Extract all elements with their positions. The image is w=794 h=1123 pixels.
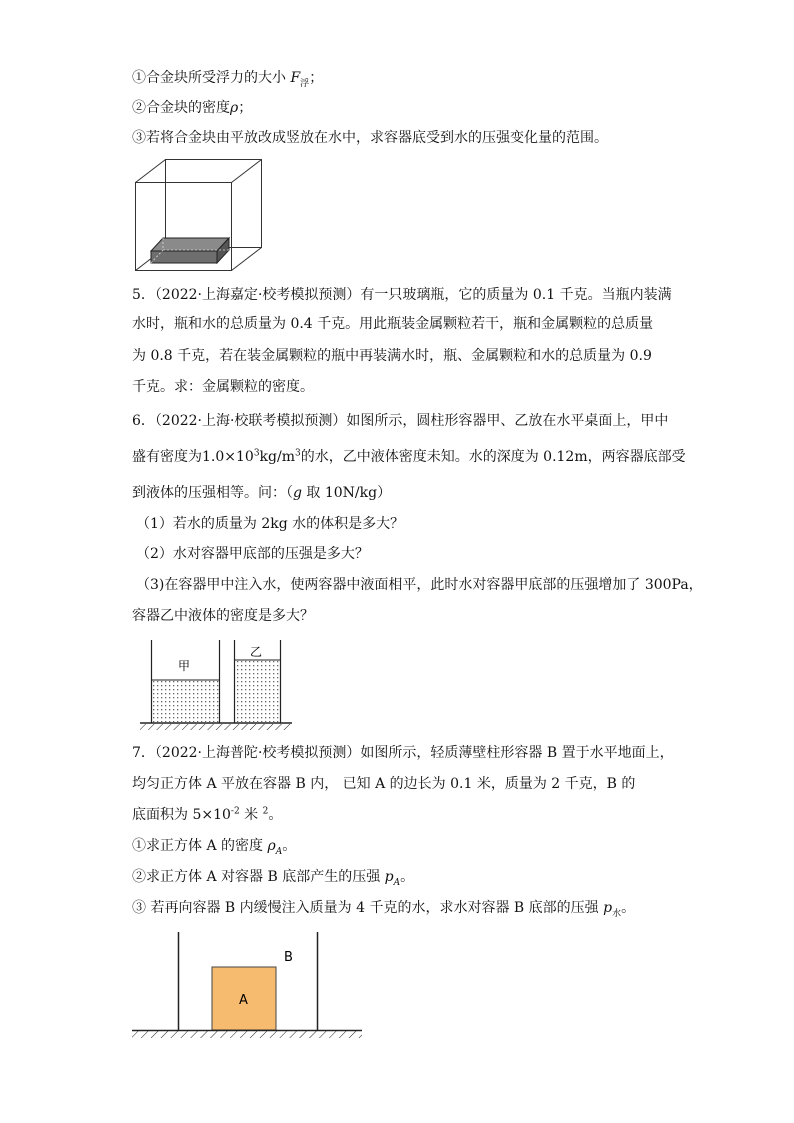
q6-figure-containers [140, 636, 300, 732]
q6-sub2: （2）水对容器甲底部的压强是多大？ [136, 546, 369, 562]
q7-figure-container [130, 930, 366, 1044]
q7-sub2: ②求正方体 A 对容器 B 底部产生的压强 $p_A$。 [132, 869, 415, 888]
label-a: A [239, 993, 248, 1008]
q6-line3: 到液体的压强相等。问：（g 取 10N/kg） [132, 485, 392, 501]
q6-sub1: （1）若水的质量为 2kg 水的体积是多大？ [136, 516, 405, 532]
q7-sub3: ③ 若再向容器 B 内缓慢注入质量为 4 千克的水，求水对容器 B 底部的压强 $p_水$。 [132, 900, 636, 919]
q5-line2: 水时，瓶和水的总质量为 0.4 千克。用此瓶装金属颗粒若干，瓶和金属颗粒的总质量 [132, 316, 654, 332]
q7-line1: 7．（2022·上海普陀·校考模拟预测）如图所示，轻质薄壁柱形容器 B 置于水平地面上， [132, 745, 674, 761]
alloy-block [151, 238, 229, 263]
q6-sub3-line2: 容器乙中液体的密度是多大？ [132, 608, 314, 624]
q6-line2: 盛有密度为$1.0\times 10^3kg/m^3$的水，乙中液体密度未知。水的深度为 0.12m，两容器底部受 [132, 448, 686, 465]
q7-line3: 底面积为 $5\times 10^{-2}$ 米 $^2$。 [132, 806, 283, 823]
q5-line4: 千克。求：金属颗粒的密度。 [132, 379, 314, 395]
tank-back-face [166, 160, 262, 248]
q5-line1: 5．（2022·上海嘉定·校考模拟预测）有一只玻璃瓶，它的质量为 0.1 千克。当瓶内装满 [132, 287, 672, 303]
q7-line2: 均匀正方体 A 平放在容器 B 内， 已知 A 的边长为 0.1 米，质量为 2 千克，B 的 [132, 776, 636, 792]
label-yi: 乙 [250, 645, 263, 659]
container-jia-water [152, 680, 219, 722]
q5-line3: 为 0.8 千克，若在装金属颗粒的瓶中再装满水时，瓶、金属颗粒和水的总质量为 0.9 [132, 348, 652, 364]
q6-sub3-line1: （3)在容器甲中注入水，使两容器中液面相平，此时水对容器甲底部的压强增加了 300Pa， [136, 577, 703, 593]
label-jia: 甲 [178, 659, 191, 673]
q6-line1: 6．（2022·上海·校联考模拟预测）如图所示，圆柱形容器甲、乙放在水平桌面上，甲中 [132, 413, 669, 429]
q7-sub1: ①求正方体 A 的密度 $\rho_A$。 [132, 838, 297, 857]
container-yi-liquid [235, 660, 280, 722]
q4-part3: ③若将合金块由平放改成竖放在水中，求容器底受到水的压强变化量的范围。 [132, 130, 608, 146]
label-b: B [284, 950, 293, 965]
q4-figure-tank [135, 159, 265, 274]
q4-part2: ②合金块的密度ρ； [132, 100, 253, 116]
q4-part1: ①合金块所受浮力的大小 $F_浮$； [132, 70, 324, 89]
